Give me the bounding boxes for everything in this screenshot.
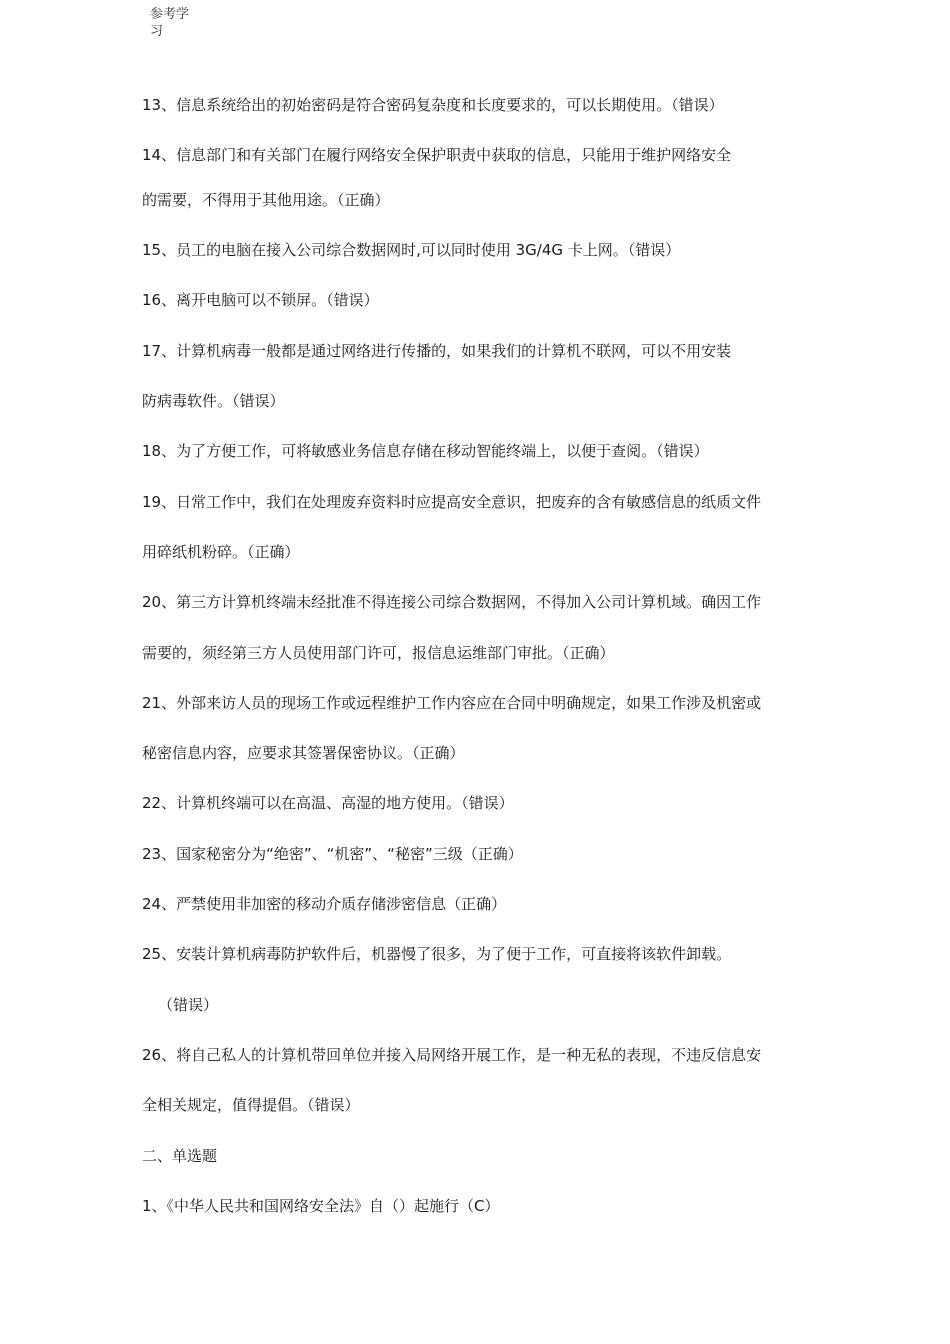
question-21-line-1: 21、外部来访人员的现场工作或远程维护工作内容应在合同中明确规定，如果工作涉及机密或 [142,694,762,712]
question-20-line-1: 20、第三方计算机终端未经批准不得连接公司综合数据网，不得加入公司计算机域。确因工作 [142,593,762,611]
question-16: 16、离开电脑可以不锁屏。（错误） [142,291,379,309]
section-heading-single-choice: 二、单选题 [142,1147,218,1165]
question-14-line-1: 14、信息部门和有关部门在履行网络安全保护职责中获取的信息，只能用于维护网络安全 [142,146,732,164]
question-26-line-2: 全相关规定，值得提倡。（错误） [142,1096,360,1114]
single-choice-question-1: 1、《中华人民共和国网络安全法》自（）起施行（C） [142,1197,500,1215]
question-25-line-2: （错误） [158,996,219,1014]
question-17-line-2: 防病毒软件。（错误） [142,392,285,410]
question-23: 23、国家秘密分为“绝密”、“机密”、“秘密”三级（正确） [142,845,523,863]
question-24: 24、严禁使用非加密的移动介质存储涉密信息（正确） [142,895,507,913]
question-21-line-2: 秘密信息内容，应要求其签署保密协议。（正确） [142,744,465,762]
header-tag: 参考学习 [150,7,190,39]
question-25-line-1: 25、安装计算机病毒防护软件后，机器慢了很多，为了便于工作，可直接将该软件卸载。 [142,945,732,963]
question-19-line-2: 用碎纸机粉碎。（正确） [142,543,300,561]
question-13: 13、信息系统给出的初始密码是符合密码复杂度和长度要求的，可以长期使用。（错误） [142,96,724,114]
question-20-line-2: 需要的，须经第三方人员使用部门许可，报信息运维部门审批。（正确） [142,644,615,662]
question-22: 22、计算机终端可以在高温、高湿的地方使用。（错误） [142,794,514,812]
question-17-line-1: 17、计算机病毒一般都是通过网络进行传播的，如果我们的计算机不联网，可以不用安装 [142,342,732,360]
question-18: 18、为了方便工作，可将敏感业务信息存储在移动智能终端上，以便于查阅。（错误） [142,442,709,460]
question-14-line-2: 的需要，不得用于其他用途。（正确） [142,191,390,209]
question-19-line-1: 19、日常工作中，我们在处理废弃资料时应提高安全意识，把废弃的含有敏感信息的纸质文件 [142,493,762,511]
question-26-line-1: 26、将自己私人的计算机带回单位并接入局网络开展工作，是一种无私的表现，不违反信息安 [142,1046,762,1064]
question-15: 15、员工的电脑在接入公司综合数据网时,可以同时使用 3G/4G 卡上网。（错误） [142,241,681,259]
